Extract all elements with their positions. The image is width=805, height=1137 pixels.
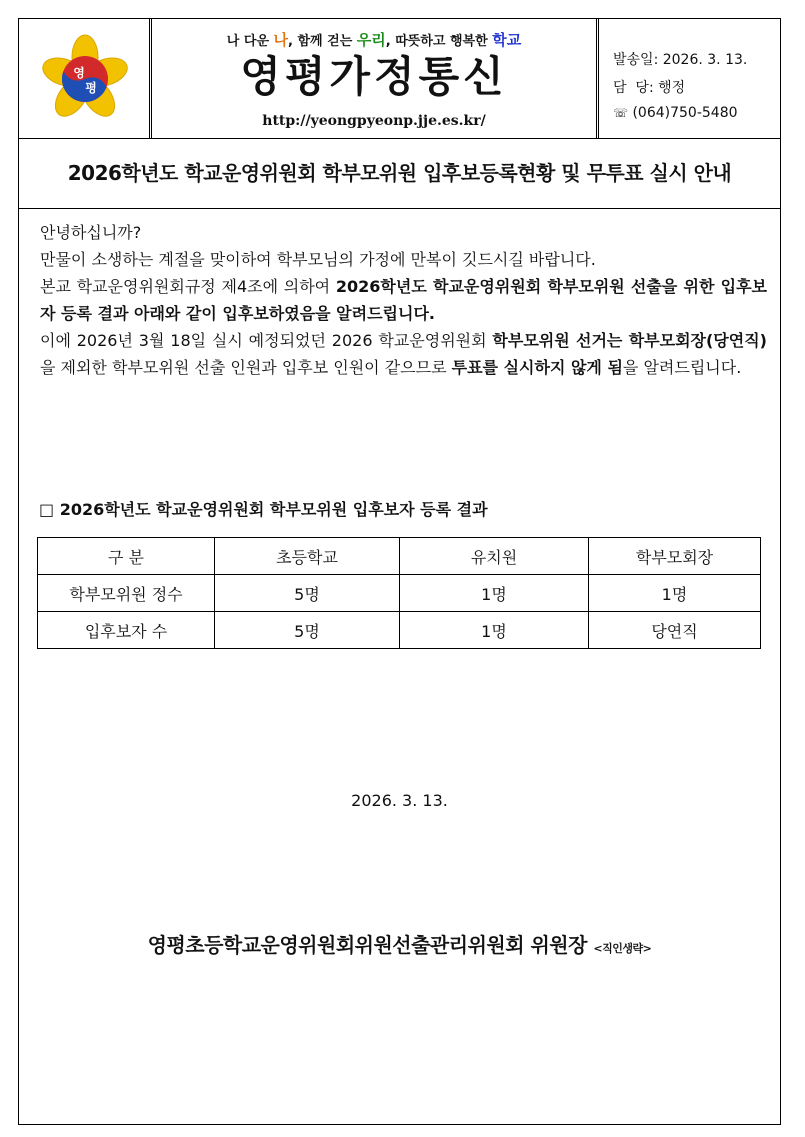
table-cell: 5명 [215,575,400,612]
logo-cell [19,19,152,138]
signature [19,929,780,958]
masthead-center [152,19,599,138]
table-header-cell: 유치원 [400,538,589,575]
slogan-part: 우리 [356,31,386,49]
p2-b: 학부모위원 선거는 학부모회장(당연직) [492,331,767,350]
logo-text-top: 영 [73,66,85,80]
p2-a: 이에 2026년 3월 18일 실시 예정되었던 2026 학교운영위원회 [40,331,493,350]
season-greeting: 만물이 소생하는 계절을 맞이하여 학부모님의 가정에 만복이 깃드시길 바랍니다. [40,250,596,269]
seal-note: <직인생략> [593,942,652,955]
send-date: 발송일: 2026. 3. 13. [613,52,748,68]
table-cell: 당연직 [589,612,761,649]
phone-line [613,105,738,121]
table-cell: 1명 [589,575,761,612]
newsletter-frame [18,18,781,1125]
notice-body [35,219,767,381]
table-cell: 입후보자 수 [38,612,215,649]
greeting: 안녕하십니까? [40,223,142,242]
slogan-part: , 함께 걷는 [288,34,357,49]
table-row [38,612,761,649]
slogan-part: , 따뜻하고 행복한 [385,34,493,49]
logo-text-bottom: 평 [85,81,97,95]
p2-d: 투표를 실시하지 않게 됨 [451,358,623,377]
slogan-part: 나 [273,31,289,49]
telephone-icon: ☏ [613,106,629,120]
school-logo [19,19,152,138]
signature-title: 영평초등학교운영위원회위원선출관리위원회 위원장 [147,933,587,957]
p1-bold: 2026학년도 학교운영위원회 학부모위원 선출을 위한 입후보자 등록 결과 아래와 같이 입후보하였음을 알려드립니다. [40,277,767,323]
p2-e: 을 알려드립니다. [622,358,742,377]
phone-number: (064)750-5480 [632,105,738,121]
slogan-part: 나 다운 [226,34,274,49]
newsletter-title: 영평가정통신 [240,52,508,101]
notice-subject: 2026학년도 학교운영위원회 학부모위원 입후보등록현황 및 무투표 실시 안내 [19,138,780,209]
school-url[interactable]: http://yeongpyeonp.jje.es.kr/ [262,113,486,129]
school-slogan [152,29,596,50]
table-header-cell: 학부모회장 [589,538,761,575]
p1-plain: 본교 학교운영위원회규정 제4조에 의하여 [40,277,336,296]
section-heading: □ 2026학년도 학교운영위원회 학부모위원 입후보자 등록 결과 [39,500,488,519]
info-cell [599,19,782,138]
table-cell: 1명 [400,612,589,649]
issue-date: 2026. 3. 13. [351,791,448,810]
p2-c: 을 제외한 학부모위원 선출 인원과 입후보 인원이 같으므로 [40,358,452,377]
table-cell: 5명 [215,612,400,649]
table-header-row [38,538,761,575]
table-cell: 1명 [400,575,589,612]
table-cell: 학부모위원 정수 [38,575,215,612]
manager: 담 당: 행정 [613,80,686,96]
paragraph-2 [35,327,767,381]
table-header-cell: 초등학교 [215,538,400,575]
results-table [37,537,761,649]
table-row [38,575,761,612]
table-header-cell: 구 분 [38,538,215,575]
masthead [19,19,780,139]
paragraph-1 [35,273,767,327]
slogan-part: 학교 [492,31,522,49]
